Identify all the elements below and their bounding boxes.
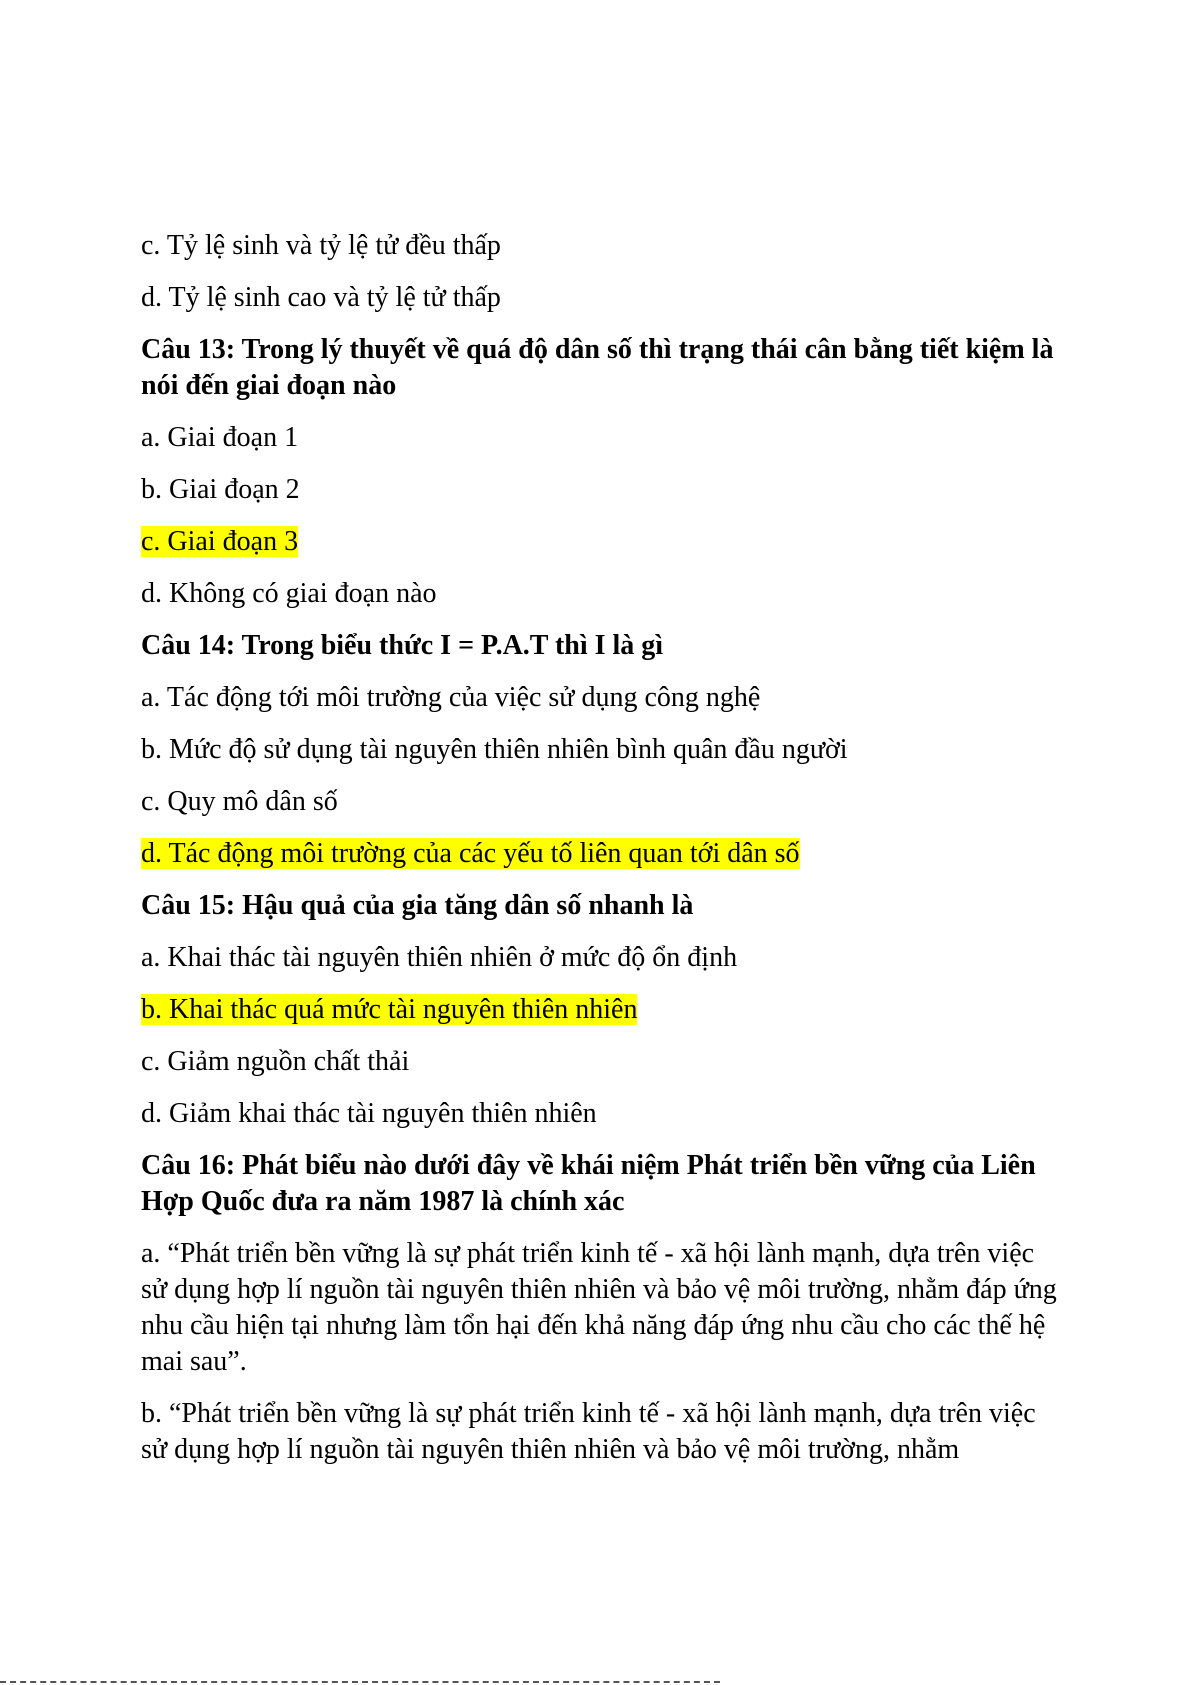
option-text: c. Giảm nguồn chất thải — [141, 1046, 410, 1077]
answer-option — [141, 1044, 1061, 1080]
answer-option — [141, 472, 1061, 508]
option-text: d. Tỷ lệ sinh cao và tỷ lệ tử thấp — [141, 282, 501, 313]
question-13-heading: Câu 13: Trong lý thuyết về quá độ dân số thì trạng thái cân bằng tiết kiệm là nói đến giai đoạn nào — [141, 334, 1054, 401]
document-page — [141, 228, 1061, 1484]
option-text: c. Tỷ lệ sinh và tỷ lệ tử đều thấp — [141, 230, 501, 261]
option-text: a. Khai thác tài nguyên thiên nhiên ở mức độ ổn định — [141, 942, 738, 973]
page-bottom-rule — [0, 1681, 720, 1683]
answer-option-paragraph: b. “Phát triển bền vững là sự phát triển kinh tế - xã hội lành mạnh, dựa trên việc sử dụng hợp lí nguồn tài nguyên thiên nhiên và bảo vệ môi trường, nhằm — [141, 1398, 1036, 1465]
answer-option — [141, 576, 1061, 612]
answer-option-correct — [141, 992, 1061, 1028]
answer-option — [141, 228, 1061, 264]
option-text: c. Quy mô dân số — [141, 786, 338, 817]
answer-option-paragraph: a. “Phát triển bền vững là sự phát triển kinh tế - xã hội lành mạnh, dựa trên việc sử dụng hợp lí nguồn tài nguyên thiên nhiên và bảo vệ môi trường, nhằm đáp ứng nhu cầu hiện tại nhưng làm tổn hại đến khả năng đáp ứng nhu cầu cho các thế hệ mai sau”. — [141, 1238, 1057, 1377]
answer-option — [141, 680, 1061, 716]
answer-option — [141, 732, 1061, 768]
highlighted-answer-text: b. Khai thác quá mức tài nguyên thiên nhiên — [141, 994, 638, 1025]
answer-option — [141, 784, 1061, 820]
option-text: a. Tác động tới môi trường của việc sử dụng công nghệ — [141, 682, 761, 713]
question-16-heading: Câu 16: Phát biểu nào dưới đây về khái niệm Phát triển bền vững của Liên Hợp Quốc đưa ra năm 1987 là chính xác — [141, 1150, 1036, 1217]
answer-option — [141, 1096, 1061, 1132]
answer-option — [141, 940, 1061, 976]
highlighted-answer-text: c. Giai đoạn 3 — [141, 526, 299, 557]
option-text: b. Mức độ sử dụng tài nguyên thiên nhiên bình quân đầu người — [141, 734, 848, 765]
answer-option — [141, 420, 1061, 456]
option-text: a. Giai đoạn 1 — [141, 422, 299, 453]
highlighted-answer-text: d. Tác động môi trường của các yếu tố liên quan tới dân số — [141, 838, 800, 869]
answer-option-correct — [141, 836, 1061, 872]
option-text: b. Giai đoạn 2 — [141, 474, 300, 505]
question-15-heading: Câu 15: Hậu quả của gia tăng dân số nhanh là — [141, 890, 694, 921]
answer-option-correct — [141, 524, 1061, 560]
option-text: d. Không có giai đoạn nào — [141, 578, 437, 609]
answer-option — [141, 280, 1061, 316]
option-text: d. Giảm khai thác tài nguyên thiên nhiên — [141, 1098, 597, 1129]
question-14-heading: Câu 14: Trong biểu thức I = P.A.T thì I là gì — [141, 630, 664, 661]
